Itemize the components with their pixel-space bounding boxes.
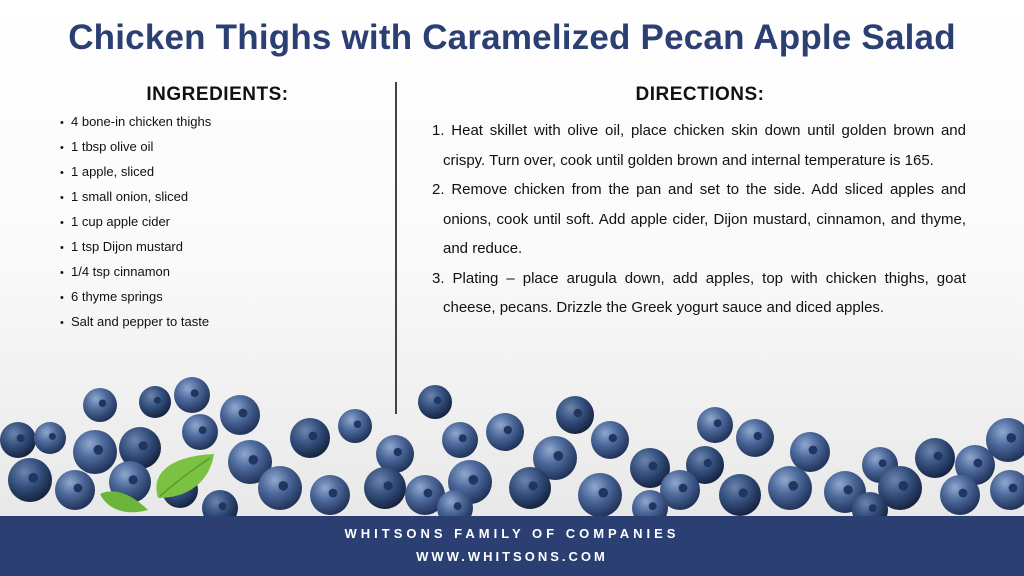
blueberry-crown [424,489,433,498]
blueberry-crown [869,504,877,512]
list-item: • 4 bone-in chicken thighs [60,113,211,138]
blueberry-crown [934,452,943,461]
page-title: Chicken Thighs with Caramelized Pecan Apple Salad [68,18,956,57]
list-item: • 6 thyme springs [60,288,211,313]
blueberry-crown [1006,433,1016,443]
blueberry-crown [93,445,103,455]
blueberry-crown [739,488,748,497]
blueberry-crown [49,433,56,440]
blueberry [202,490,238,516]
blueberry-crown [139,441,148,450]
blueberry-crown [28,473,38,483]
list-item: • 1 small onion, sliced [60,188,211,213]
blueberry-crown [714,419,722,427]
website-link[interactable]: WWW.WHITSONS.COM [416,549,608,564]
blueberry-crown [17,434,25,442]
blueberry-crown [649,462,658,471]
column-divider [395,82,397,414]
list-item: • 1 apple, sliced [60,163,211,188]
ingredients-heading: INGREDIENTS: [146,84,289,105]
blueberry-crown [219,502,227,510]
blueberry-crown [1009,484,1018,493]
blueberry-crown [504,426,512,434]
blueberry-crown [248,455,258,465]
list-item: • 1/4 tsp cinnamon [60,263,211,288]
blueberry-crown [459,434,467,442]
blueberry-crown [278,481,288,491]
direction-step: 1. Heat skillet with olive oil, place chicken skin down until golden brown and crispy. Turn over, cook until golden brown and internal temperature is 165. [432,122,966,169]
blueberry-crown [191,389,199,397]
list-item: • 1 tbsp olive oil [60,138,211,163]
blueberry-crown [394,448,402,456]
blueberry-crown [574,409,582,417]
company-name: WHITSONS FAMILY OF COMPANIES [344,526,680,541]
list-item: • 1 cup apple cider [60,213,211,238]
blueberry-crown [74,484,83,493]
direction-step: 3. Plating – place arugula down, add apples, top with chicken thighs, goat cheese, pecans. Drizzle the Greek yogurt sauce and diced apples. [432,269,966,316]
blueberry-crown [844,485,853,494]
direction-step: 2. Remove chicken from the pan and set to the side. Add sliced apples and onions, cook until soft. Add apple cider, Dijon mustard, cinnamon, and thyme, and reduce. [432,181,966,257]
blueberry-crown [879,459,887,467]
blueberry-crown [454,502,462,510]
blueberry [990,470,1024,510]
blueberry-crown [154,397,161,404]
blueberry-crown [649,502,657,510]
blueberry-crown [598,488,608,498]
blueberry-crown [199,426,207,434]
blueberry-crown [434,397,441,404]
blueberry-crown [704,459,712,467]
blueberry-crown [679,484,688,493]
ingredients-list [60,113,211,338]
list-item: • 1 tsp Dijon mustard [60,238,211,263]
blueberry-crown [959,489,968,498]
blueberry-crown [329,489,338,498]
blueberry-crown [754,432,762,440]
directions-heading: DIRECTIONS: [635,84,765,105]
blueberry-crown [809,446,818,455]
blueberry-crown [354,421,361,428]
blueberry-crown [309,432,318,441]
blueberry-crown [788,481,798,491]
blueberry-crown [129,475,138,484]
directions-list [432,116,966,323]
blueberry-crown [468,475,478,485]
blueberry-crown [553,451,563,461]
blueberry-crown [529,481,538,490]
blueberry-crown [99,400,106,407]
blueberry-crown [239,409,248,418]
footer-bar [0,516,1024,576]
blueberry-crown [974,459,983,468]
blueberry-crown [898,481,908,491]
list-item: • Salt and pepper to taste [60,313,211,338]
blueberry-crown [384,481,393,490]
blueberry-crown [609,434,617,442]
blueberries-image [0,370,1024,516]
